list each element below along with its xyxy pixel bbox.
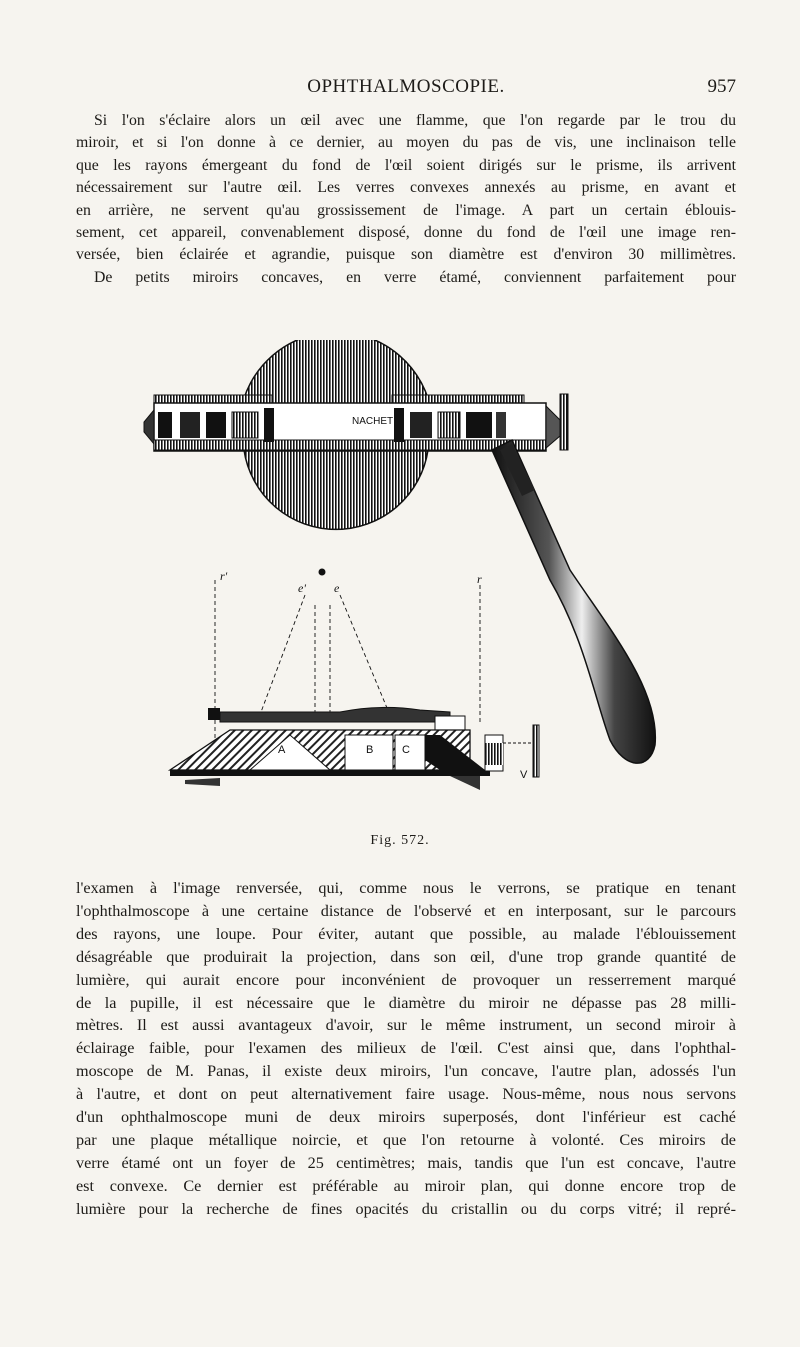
text-line: De petits miroirs concaves, en verre étamé, conviennent parfaitement pour [94, 268, 736, 286]
label-v: V [520, 769, 528, 781]
text-line: verre étamé ont un foyer de 25 centimètres; mais, tandis que l'un est concave, l'autre [76, 1153, 736, 1172]
prism-bar [144, 394, 568, 451]
text-line: versée, bien éclairée et agrandie, puisque son diamètre est d'environ 30 millimètres. [76, 246, 736, 264]
text-line: des rayons, une loupe. Pour éviter, autant que possible, au malade l'éblouissement [76, 924, 736, 943]
lower-assembly [170, 707, 539, 790]
paragraph-2 [76, 877, 736, 1221]
text-line: mètres. Il est aussi avantageux d'avoir, sur le même instrument, un second miroir à [76, 1016, 736, 1035]
label-a: A [278, 744, 286, 756]
handle [492, 440, 655, 763]
text-line: éclairage faible, pour l'examen des milieux de l'œil. C'est ainsi que, dans l'ophthal- [76, 1039, 736, 1058]
ray-labels [220, 569, 482, 595]
eye-point [319, 569, 326, 576]
text-line: est convexe. Ce dernier est préférable au miroir plan, qui donne encore trop de [76, 1176, 736, 1195]
text-line: sement, cet appareil, convenablement disposé, donne du fond de l'œil une image ren- [76, 224, 736, 242]
text-line: l'ophthalmoscope à une certaine distance de l'observé et en interposant, sur le parcours [76, 901, 736, 920]
text-line: lumière pour la recherche de fines opacités du cristallin ou du corps vitré; il repré- [76, 1199, 736, 1218]
text-line: d'un ophthalmoscope muni de deux miroirs superposés, dont l'inférieur est caché [76, 1108, 736, 1127]
ophthalmoscope-illustration [140, 340, 680, 800]
text-line: l'examen à l'image renversée, qui, comme nous le verrons, se pratique en tenant [76, 879, 736, 897]
text-line: que les rayons émergeant du fond de l'œil soient dirigés sur le prisme, ils arrivent [76, 156, 736, 174]
label-e: e [334, 581, 340, 595]
text-line: miroir, et si l'on donne à ce dernier, au moyen du pas de vis, une inclinaison telle [76, 134, 736, 152]
running-head [76, 76, 736, 100]
text-line: à l'autre, et dont on peut alternativement faire usage. Nous-même, nous nous servons [76, 1085, 736, 1104]
running-title: OPHTHALMOSCOPIE. [307, 76, 505, 97]
text-line: de la pupille, il est nécessaire que le diamètre du miroir ne dépasse pas 28 milli- [76, 993, 736, 1012]
maker-mark: NACHET [352, 416, 394, 427]
paragraph-1 [76, 110, 736, 289]
text-line: en arrière, ne servent qu'au grossissement de l'image. A part un certain éblouis- [76, 201, 736, 219]
text-line: lumière, qui aurait encore pour inconvénient de provoquer un resserrement marqué [76, 970, 736, 989]
label-c: C [402, 744, 410, 756]
text-line: Si l'on s'éclaire alors un œil avec une flamme, que l'on regarde par le trou du [94, 112, 736, 129]
page-number: 957 [707, 76, 736, 97]
text-line: moscope de M. Panas, il existe deux miroirs, l'un concave, l'autre plan, adossés l'un [76, 1062, 736, 1081]
text-line: par une plaque métallique noircie, et que l'on retourne à volonté. Ces miroirs de [76, 1130, 736, 1149]
label-r: r [477, 572, 482, 586]
text-line: nécessairement sur l'autre œil. Les verres convexes annexés au prisme, en avant et [76, 179, 736, 197]
label-b: B [366, 744, 374, 756]
figure-caption: Fig. 572. [370, 833, 430, 848]
label-r-prime: r' [220, 569, 228, 583]
text-line: désagréable que produirait la projection, dans son œil, d'une trop grande quantité de [76, 947, 736, 966]
label-e-prime: e' [298, 581, 306, 595]
